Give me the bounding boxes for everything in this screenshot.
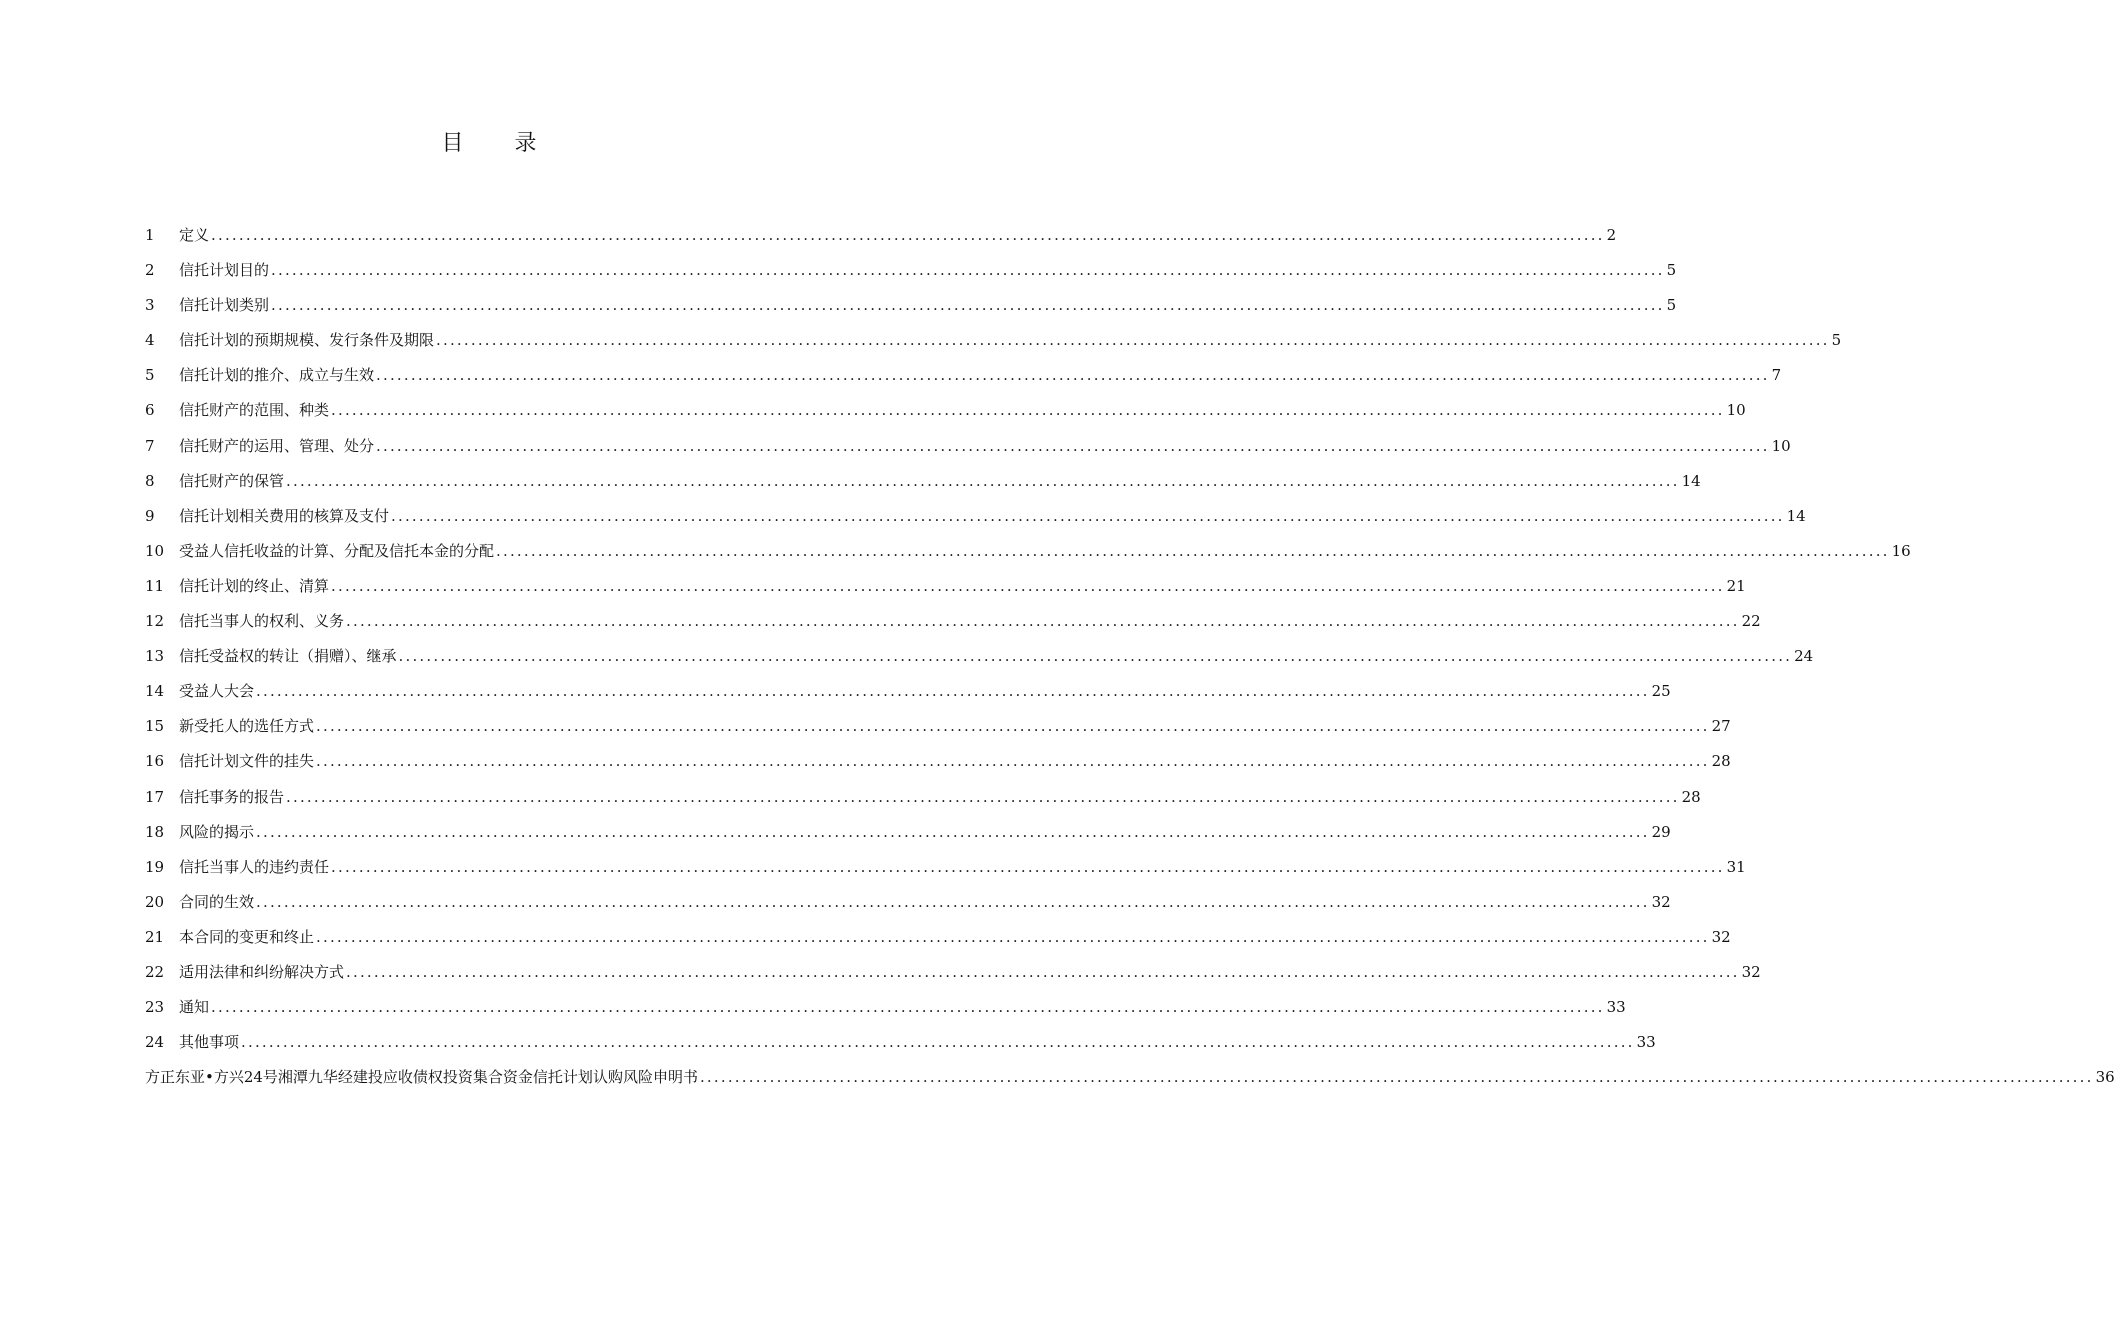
toc-entry[interactable] xyxy=(145,362,1782,397)
toc-entry-page: 32 xyxy=(1741,962,1761,981)
toc-dot-leader: ........................................................................................................................................................................................................ xyxy=(376,366,1770,385)
toc-entry-label: 受益人大会 xyxy=(179,682,255,701)
toc-entry-page: 5 xyxy=(1666,296,1677,315)
toc-entry-page: 5 xyxy=(1666,261,1677,280)
toc-entry-label: 信托当事人的权利、义务 xyxy=(179,612,345,631)
toc-entry-number: 11 xyxy=(145,576,165,595)
toc-entry[interactable] xyxy=(145,643,1814,678)
toc-entry[interactable] xyxy=(145,538,1911,573)
toc-entry-label: 信托计划相关费用的核算及支付 xyxy=(179,506,390,525)
toc-dot-leader: ........................................................................................................................................................................................................ xyxy=(376,436,1770,455)
toc-dot-leader: ........................................................................................................................................................................................................ xyxy=(496,541,1890,560)
toc-entry[interactable] xyxy=(145,503,1806,538)
toc-entry-page: 14 xyxy=(1786,506,1806,525)
toc-entry-number: 8 xyxy=(145,471,155,490)
toc-entry-label: 受益人信托收益的计算、分配及信托本金的分配 xyxy=(179,541,495,560)
toc-entry-number: 4 xyxy=(145,331,155,350)
toc-entry-label: 信托计划的推介、成立与生效 xyxy=(179,366,375,385)
toc-entry[interactable] xyxy=(145,433,1791,468)
toc-dot-leader: ........................................................................................................................................................................................................ xyxy=(241,1033,1635,1052)
toc-dot-leader: ........................................................................................................................................................................................................ xyxy=(256,822,1650,841)
toc-dot-leader: ........................................................................................................................................................................................................ xyxy=(271,261,1665,280)
toc-entry-page: 28 xyxy=(1681,787,1701,806)
toc-entry-number: 18 xyxy=(145,822,165,841)
toc-entry-page: 27 xyxy=(1711,717,1731,736)
toc-entry-number: 24 xyxy=(145,1033,165,1052)
toc-dot-leader: ........................................................................................................................................................................................................ xyxy=(331,857,1725,876)
toc-entry-number: 21 xyxy=(145,927,165,946)
toc-entry-label: 信托计划类别 xyxy=(179,296,270,315)
toc-dot-leader: ........................................................................................................................................................................................................ xyxy=(286,471,1680,490)
toc-entry-page: 16 xyxy=(1891,541,1911,560)
toc-entry-label: 信托财产的范围、种类 xyxy=(179,401,330,420)
toc-dot-leader: ........................................................................................................................................................................................................ xyxy=(271,296,1665,315)
toc-entry-label: 合同的生效 xyxy=(179,892,255,911)
toc-entry[interactable] xyxy=(145,222,1617,257)
toc-entry[interactable] xyxy=(145,748,1731,783)
toc-entry[interactable] xyxy=(145,819,1671,854)
toc-entry-label: 信托财产的保管 xyxy=(179,471,285,490)
toc-dot-leader: ........................................................................................................................................................................................................ xyxy=(699,1068,2094,1087)
toc-entry-number: 23 xyxy=(145,998,165,1017)
table-of-contents xyxy=(145,222,2115,1099)
toc-entry-label: 新受托人的选任方式 xyxy=(179,717,315,736)
toc-title: 目 录 xyxy=(441,131,559,156)
toc-entry[interactable] xyxy=(145,257,1677,292)
toc-entry-page: 29 xyxy=(1651,822,1671,841)
toc-dot-leader: ........................................................................................................................................................................................................ xyxy=(331,576,1725,595)
toc-entry-page: 2 xyxy=(1606,226,1617,244)
toc-entry-page: 24 xyxy=(1794,647,1814,666)
toc-entry-page: 36 xyxy=(2095,1068,2115,1087)
toc-entry-page: 32 xyxy=(1651,892,1671,911)
toc-entry-page: 25 xyxy=(1651,682,1671,701)
toc-entry[interactable] xyxy=(145,713,1731,748)
toc-entry-number: 13 xyxy=(145,647,165,666)
toc-entry[interactable] xyxy=(145,573,1746,608)
toc-entry-page: 28 xyxy=(1711,752,1731,771)
toc-entry[interactable] xyxy=(145,889,1671,924)
toc-dot-leader: ........................................................................................................................................................................................................ xyxy=(331,401,1725,420)
toc-entry-number: 20 xyxy=(145,892,165,911)
toc-entry-number: 22 xyxy=(145,962,165,981)
toc-entry[interactable] xyxy=(145,468,1701,503)
toc-entry[interactable] xyxy=(145,1029,1656,1064)
toc-entry-number: 1 xyxy=(145,226,155,244)
toc-entry-number: 16 xyxy=(145,752,165,771)
toc-dot-leader: ........................................................................................................................................................................................................ xyxy=(256,892,1650,911)
toc-entry[interactable] xyxy=(145,608,1761,643)
toc-dot-leader: ........................................................................................................................................................................................................ xyxy=(436,331,1830,350)
toc-entry-number: 9 xyxy=(145,506,155,525)
toc-entry-number: 10 xyxy=(145,541,165,560)
toc-entry-label: 适用法律和纠纷解决方式 xyxy=(179,962,345,981)
toc-entry-label: 其他事项 xyxy=(179,1033,240,1052)
toc-entry-label: 信托事务的报告 xyxy=(179,787,285,806)
toc-entry-page: 33 xyxy=(1636,1033,1656,1052)
toc-entry[interactable] xyxy=(145,924,1731,959)
toc-entry-page: 32 xyxy=(1711,927,1731,946)
toc-entry-label: 定义 xyxy=(179,226,210,244)
toc-entry-page: 33 xyxy=(1606,998,1626,1017)
toc-entry-number: 19 xyxy=(145,857,165,876)
toc-entry-page: 14 xyxy=(1681,471,1701,490)
toc-entry-number: 15 xyxy=(145,717,165,736)
toc-entry[interactable] xyxy=(145,854,1746,889)
toc-dot-leader: ........................................................................................................................................................................................................ xyxy=(211,998,1605,1017)
toc-entry-label: 信托计划文件的挂失 xyxy=(179,752,315,771)
toc-dot-leader: ........................................................................................................................................................................................................ xyxy=(391,506,1785,525)
toc-entry-label: 本合同的变更和终止 xyxy=(179,927,315,946)
toc-entry-label: 信托受益权的转让（捐赠）、继承 xyxy=(179,647,397,666)
toc-entry-page: 10 xyxy=(1771,436,1791,455)
toc-dot-leader: ........................................................................................................................................................................................................ xyxy=(211,226,1605,244)
toc-entry-label: 方正东亚•方兴24号湘潭九华经建投应收债权投资集合资金信托计划认购风险申明书 xyxy=(145,1068,698,1087)
toc-entry-label: 信托计划的预期规模、发行条件及期限 xyxy=(179,331,435,350)
toc-entry-number: 6 xyxy=(145,401,155,420)
toc-entry-number: 7 xyxy=(145,436,155,455)
toc-entry[interactable] xyxy=(145,292,1677,327)
toc-entry[interactable] xyxy=(145,327,1842,362)
toc-entry-label: 信托计划的终止、清算 xyxy=(179,576,330,595)
toc-entries-list xyxy=(145,222,1911,1064)
toc-dot-leader: ........................................................................................................................................................................................................ xyxy=(316,752,1710,771)
toc-entry-risk-statement[interactable] xyxy=(145,1064,2115,1099)
toc-dot-leader: ........................................................................................................................................................................................................ xyxy=(256,682,1650,701)
toc-entry-label: 信托当事人的违约责任 xyxy=(179,857,330,876)
toc-entry-number: 3 xyxy=(145,296,155,315)
toc-entry-page: 31 xyxy=(1726,857,1746,876)
toc-entry[interactable] xyxy=(145,678,1671,713)
toc-dot-leader: ........................................................................................................................................................................................................ xyxy=(346,612,1740,631)
toc-entry-page: 21 xyxy=(1726,576,1746,595)
toc-entry[interactable] xyxy=(145,784,1701,819)
toc-entry[interactable] xyxy=(145,397,1746,432)
toc-entry-page: 7 xyxy=(1771,366,1782,385)
toc-dot-leader: ........................................................................................................................................................................................................ xyxy=(346,962,1740,981)
toc-dot-leader: ........................................................................................................................................................................................................ xyxy=(316,927,1710,946)
toc-dot-leader: ........................................................................................................................................................................................................ xyxy=(398,647,1793,666)
toc-entry-label: 信托财产的运用、管理、处分 xyxy=(179,436,375,455)
toc-entry[interactable] xyxy=(145,959,1761,994)
toc-entry-label: 信托计划目的 xyxy=(179,261,270,280)
toc-entry-number: 17 xyxy=(145,787,165,806)
toc-entry-number: 2 xyxy=(145,261,155,280)
toc-entry-label: 风险的揭示 xyxy=(179,822,255,841)
toc-entry-label: 通知 xyxy=(179,998,210,1017)
toc-entry[interactable] xyxy=(145,994,1626,1029)
toc-dot-leader: ........................................................................................................................................................................................................ xyxy=(316,717,1710,736)
toc-entry-page: 10 xyxy=(1726,401,1746,420)
toc-entry-page: 5 xyxy=(1831,331,1842,350)
toc-entry-page: 22 xyxy=(1741,612,1761,631)
toc-entry-number: 12 xyxy=(145,612,165,631)
toc-entry-number: 5 xyxy=(145,366,155,385)
toc-dot-leader: ........................................................................................................................................................................................................ xyxy=(286,787,1680,806)
toc-entry-number: 14 xyxy=(145,682,165,701)
